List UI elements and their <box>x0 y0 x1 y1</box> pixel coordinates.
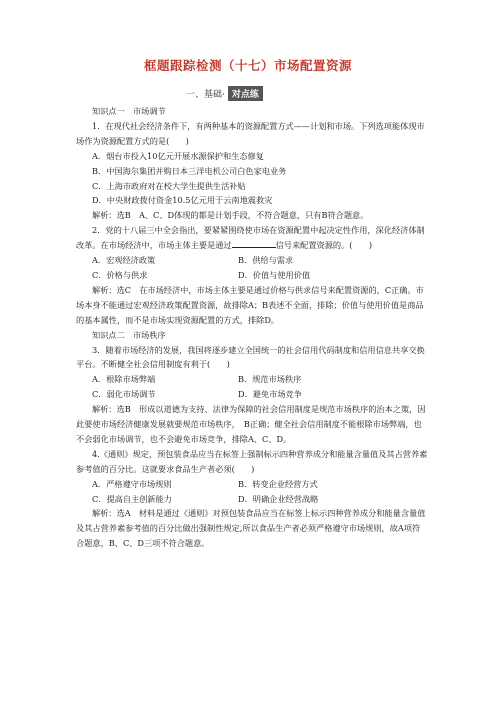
question-3-stem: 3．随着市场经济的发展，我国将逐步建立全国统一的社会信用代码制度和信用信息共享交换平台。不断健全社会信用制度有利于( ) <box>76 344 425 370</box>
question-2-option-d: D．价值与使用价值 <box>238 269 311 280</box>
knowledge-point-2: 知识点二 市场秩序 <box>92 329 166 340</box>
question-1-stem: 1．在现代社会经济条件下，有两种基本的资源配置方式——计划和市场。下列选项能体现市场作为资源配置方式的是( ) <box>76 120 425 146</box>
question-4-answer: 解析：选A 材料是通过《通则》对预包装食品应当在标签上标示四种营养成分和能量含量值及其占营养素参考值的百分比做出强制性规定,所以食品生产者必须严格遵守市场规则，故A项符合题意，B、C、D三项不符合题意。 <box>76 508 426 549</box>
question-3-options-row-1 <box>76 372 428 387</box>
question-4-option-d: D．明确企业经营战略 <box>238 493 319 504</box>
question-2-options-row-1 <box>76 253 428 268</box>
question-3-options-row-2 <box>76 387 428 402</box>
document-title: 框题跟踪检测（十七）市场配置资源 <box>143 58 352 73</box>
question-3-option-c: C．弱化市场调节 <box>92 389 156 400</box>
fill-blank <box>232 238 276 248</box>
question-4-options-row-2 <box>76 492 428 507</box>
question-3-option-d: D．避免市场竞争 <box>238 389 302 400</box>
question-2-option-a: A．宏观经济政策 <box>92 255 156 266</box>
question-1-option-c: C．上海市政府对在校大学生提供生活补贴 <box>92 180 246 191</box>
question-4-option-a: A．严格遵守市场规则 <box>92 478 172 489</box>
document-body <box>76 104 428 551</box>
question-3-option-a: A．根除市场弊端 <box>92 374 156 385</box>
question-2-option-b: B．供给与需求 <box>238 255 294 266</box>
question-2-options-row-2 <box>76 268 428 283</box>
question-1-option-d: D．中央财政拨付资金10.5亿元用于云南地震救灾 <box>92 195 273 206</box>
section-header <box>186 86 263 101</box>
question-3-option-b: B．规范市场秩序 <box>238 374 302 385</box>
section-label: 一、基础· <box>186 90 225 100</box>
question-2-answer: 解析：选C 在市场经济中，市场主体主要是通过价格与供求信号来配置资源的，C正确。市场本身不能通过宏观经济政策配置资源，故排除A；B表述不全面，排除；价值与使用价值是商品的基本属性，而不是市场实现资源配置的方式，排除D。 <box>76 284 424 325</box>
question-3-answer: 解析：选B 形成以道德为支持、法律为保障的社会信用制度是规范市场秩序的治本之策，因此要使市场经济健康发展就要规范市场秩序， B正确；健全社会信用制度不能根除市场弊端，也不会弱化市场调节，也不会避免市场竞争，排除A、C、D。 <box>76 404 426 444</box>
knowledge-point-1: 知识点一 市场调节 <box>92 106 166 116</box>
question-2-stem-post: 信号来配置资源的。( ) <box>275 240 373 251</box>
question-2-stem-pre: 2．党的十八届三中全会指出，要紧紧围绕使市场在资源配置中起决定性作用，深化经济体制改革。在市场经济中，市场主体主要是通过 <box>76 225 425 251</box>
question-4-option-c: C．提高自主创新能力 <box>92 493 172 504</box>
question-1-option-a: A．烟台市投入10亿元开展水源保护和生态修复 <box>92 150 264 161</box>
question-1-answer: 解析：选B A、C、D体现的都是计划手段，不符合题意，只有B符合题意。 <box>92 210 369 221</box>
question-4-stem: 4.《通则》规定，预包装食品应当在标签上强制标示四种营养成分和能量含量值及其占营养素参考值的百分比。这就要求食品生产者必须( ) <box>76 448 428 474</box>
question-4-options-row-1 <box>76 477 428 492</box>
question-4-option-b: B．转变企业经营方式 <box>238 478 318 489</box>
question-2-stem <box>76 223 428 253</box>
section-badge: 对点练 <box>228 86 263 101</box>
question-2-option-c: C．价格与供求 <box>92 269 148 280</box>
question-1-option-b: B．中国海尔集团并购日本三洋电机公司白色家电业务 <box>92 165 287 176</box>
